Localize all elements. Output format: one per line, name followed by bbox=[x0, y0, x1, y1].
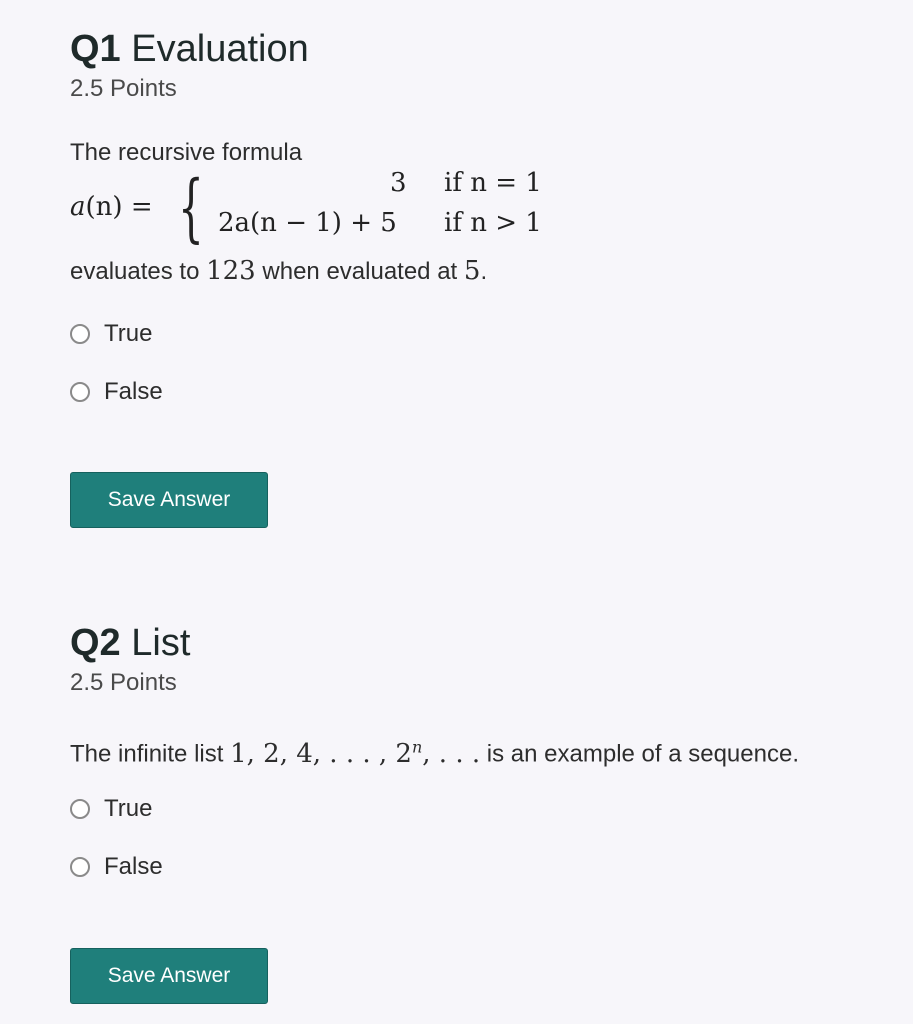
outro-end: . bbox=[480, 258, 488, 285]
radio-button[interactable] bbox=[70, 799, 90, 819]
math-list bbox=[230, 739, 480, 769]
formula-case2-value: 2a(n − 1) + 5 bbox=[218, 208, 397, 238]
question-2-points: 2.5 Points bbox=[70, 669, 177, 696]
math-list-body: 1, 2, 4, . . . , 2 bbox=[230, 738, 412, 769]
option-true[interactable] bbox=[70, 780, 873, 838]
radio-button[interactable] bbox=[70, 857, 90, 877]
option-true[interactable] bbox=[70, 305, 873, 363]
option-false[interactable] bbox=[70, 838, 873, 896]
option-label: False bbox=[104, 852, 163, 880]
question-1-points: 2.5 Points bbox=[70, 75, 177, 102]
question-2 bbox=[70, 620, 873, 1004]
radio-button[interactable] bbox=[70, 324, 90, 344]
question-1 bbox=[70, 26, 873, 528]
question-1-number: Q1 bbox=[70, 28, 121, 70]
save-answer-button[interactable]: Save Answer bbox=[70, 948, 268, 1004]
formula-brace: { bbox=[178, 165, 204, 251]
math-exponent: n bbox=[411, 737, 423, 756]
formula-case1-value: 3 bbox=[390, 168, 407, 198]
outro-at: 5 bbox=[463, 256, 481, 286]
question-2-number: Q2 bbox=[70, 622, 121, 664]
question-1-title-text: Evaluation bbox=[131, 28, 309, 70]
question-2-options bbox=[70, 780, 873, 896]
option-label: True bbox=[104, 794, 153, 822]
outro-value: 123 bbox=[206, 256, 256, 286]
question-1-outro bbox=[70, 256, 873, 287]
question-2-title-text: List bbox=[131, 622, 191, 664]
formula-lhs-rest: (n) = bbox=[85, 192, 153, 222]
question-1-title bbox=[70, 26, 873, 72]
option-label: False bbox=[104, 378, 163, 405]
question-1-intro: The recursive formula bbox=[70, 139, 303, 166]
formula-case2-condition: if n > 1 bbox=[444, 208, 542, 238]
text-part2: is an example of a sequence. bbox=[480, 740, 799, 768]
radio-button[interactable] bbox=[70, 382, 90, 402]
option-false[interactable] bbox=[70, 363, 873, 421]
math-list-tail: , . . . bbox=[422, 738, 481, 769]
outro-part1: evaluates to bbox=[70, 258, 207, 285]
formula-lhs bbox=[70, 192, 153, 222]
question-2-title bbox=[70, 620, 873, 666]
option-label: True bbox=[104, 320, 153, 347]
save-answer-button[interactable]: Save Answer bbox=[70, 472, 268, 528]
outro-part2: when evaluated at bbox=[255, 258, 464, 285]
recursive-formula bbox=[70, 165, 873, 256]
formula-lhs-fn: a bbox=[70, 192, 86, 222]
question-1-options bbox=[70, 305, 873, 421]
question-2-text bbox=[70, 732, 873, 770]
text-part1: The infinite list bbox=[70, 740, 231, 768]
formula-case1-condition: if n = 1 bbox=[444, 168, 542, 198]
